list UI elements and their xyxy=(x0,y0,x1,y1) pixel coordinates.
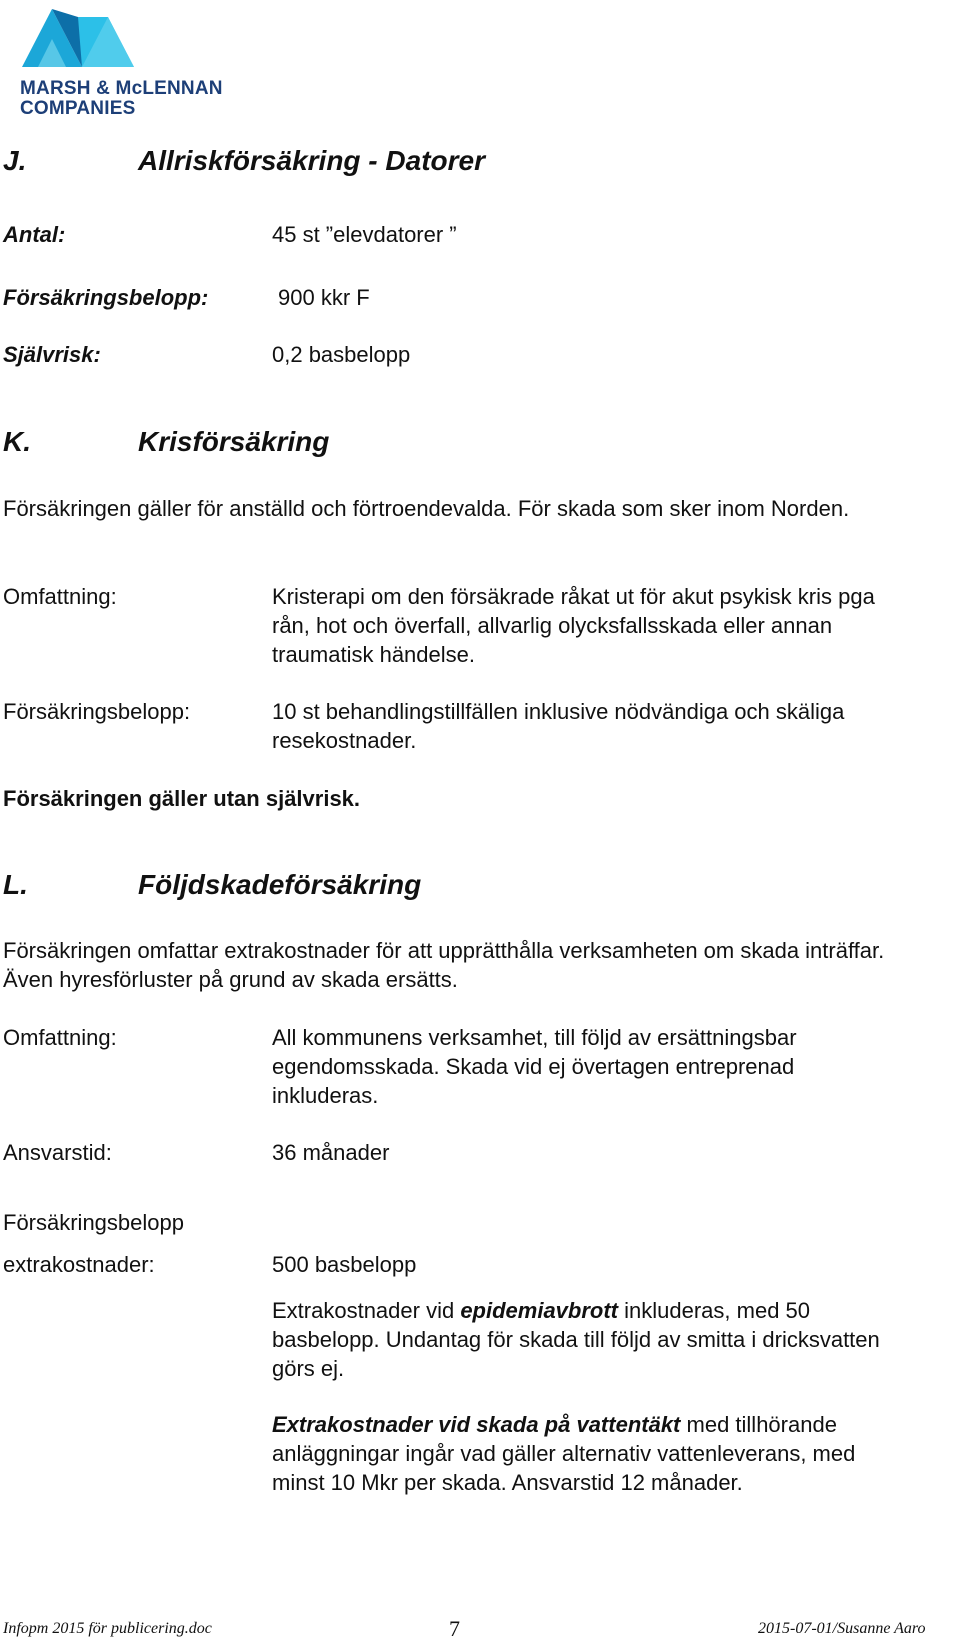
footer-filename: Infopm 2015 för publicering.doc xyxy=(3,1620,212,1637)
epidemi-post: inkluderas, med 50 basbelopp. Undantag för skada till följd av smitta i dricksvatten görs ej. xyxy=(272,1298,880,1381)
epidemi-emphasis: epidemiavbrott xyxy=(460,1298,619,1323)
section-l-title: Följdskadeförsäkring xyxy=(138,869,422,900)
k-belopp-label: Försäkringsbelopp: xyxy=(3,699,191,724)
k-note: Försäkringen gäller utan självrisk. xyxy=(3,786,361,811)
footer-page-number: 7 xyxy=(449,1616,460,1641)
sjalvrisk-label: Självrisk: xyxy=(3,342,101,367)
k-omfattning-value: Kristerapi om den försäkrade råkat ut för akut psykisk kris pga rån, hot och överfall, allvarlig olycksfallsskada eller annan traumatisk händelse. xyxy=(272,584,875,667)
footer-date-author: 2015-07-01/Susanne Aaro xyxy=(758,1620,926,1637)
l-intro: Försäkringen omfattar extrakostnader för att upprätthålla verksamheten om skada inträffar. Även hyresförluster på grund av skada ersätts. xyxy=(3,938,885,992)
sjalvrisk-value: 0,2 basbelopp xyxy=(272,342,411,367)
l-omfattning-value: All kommunens verksamhet, till följd av ersättningsbar egendomsskada. Skada vid ej övertagen entreprenad inkluderas. xyxy=(272,1025,797,1108)
k-intro: Försäkringen gäller för anställd och förtroendevalda. För skada som sker inom Norden. xyxy=(3,496,850,521)
vatten-emphasis: Extrakostnader vid skada på vattentäkt xyxy=(272,1412,681,1437)
section-l-letter: L. xyxy=(3,869,28,900)
j-belopp-label: Försäkringsbelopp: xyxy=(3,285,209,310)
logo-line1: MARSH & McLENNAN xyxy=(20,78,223,99)
epidemi-pre: Extrakostnader vid xyxy=(272,1298,461,1323)
ansvarstid-value: 36 månader xyxy=(272,1140,390,1165)
ansvarstid-label: Ansvarstid: xyxy=(3,1140,112,1165)
section-k-title: Krisförsäkring xyxy=(138,426,330,457)
section-j-letter: J. xyxy=(3,145,27,176)
l-omfattning-label: Omfattning: xyxy=(3,1025,117,1050)
section-k-letter: K. xyxy=(3,426,31,457)
section-j-title: Allriskförsäkring - Datorer xyxy=(138,145,485,176)
l-belopp-value: 500 basbelopp xyxy=(272,1252,417,1277)
logo-mark-icon xyxy=(22,5,134,67)
l-belopp-label-1: Försäkringsbelopp xyxy=(3,1210,184,1235)
company-logo xyxy=(20,5,223,119)
vatten-paragraph xyxy=(272,1410,912,1497)
vatten-post: med tillhörande anläggningar ingår vad gäller alternativ vattenleverans, med minst 10 Mkr per skada. Ansvarstid 12 månader. xyxy=(272,1412,856,1495)
l-belopp-label-2: extrakostnader: xyxy=(3,1252,155,1277)
j-belopp-value: 900 kkr F xyxy=(278,285,370,310)
logo-line2: COMPANIES xyxy=(20,98,136,119)
epidemi-paragraph xyxy=(272,1296,912,1383)
antal-label: Antal: xyxy=(3,222,66,247)
k-belopp-value: 10 st behandlingstillfällen inklusive nödvändiga och skäliga resekostnader. xyxy=(272,699,845,753)
antal-value: 45 st ”elevdatorer ” xyxy=(272,222,457,247)
k-omfattning-label: Omfattning: xyxy=(3,584,117,609)
